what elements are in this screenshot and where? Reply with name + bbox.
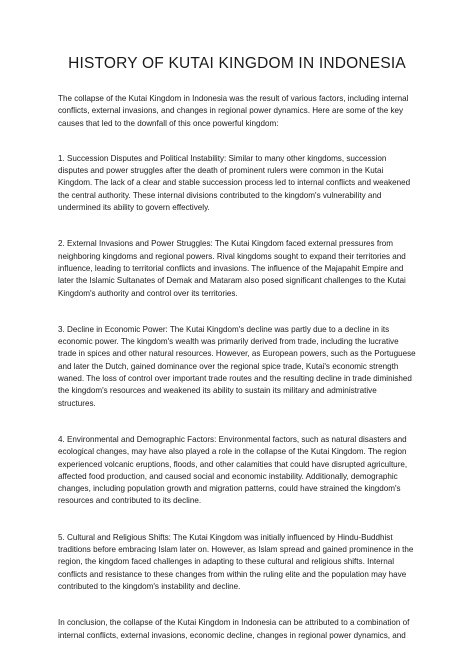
point-cultural-shifts: 5. Cultural and Religious Shifts: The Kutai Kingdom was initially influenced by Hindu-Buddhist traditions before embracing Islam later on. However, as Islam spread and gained prominence in the region, the kingdom faced challenges in adapting to these cultural and religious shifts. Internal conflicts and resistance to these changes from within the ruling elite and the population may have contributed to the kingdom's instability and decline. <box>58 532 414 591</box>
point-environmental-factors: 4. Environmental and Demographic Factors: Environmental factors, such as natural disasters and ecological changes, may have also played a role in the collapse of the Kutai Kingdom. The region experienced volcanic eruptions, floods, and other calamities that could have disrupted agriculture, affected food production, and caused social and economic instability. Additionally, demographic changes, including population growth and migration patterns, could have strained the kingdom's resources and contributed to its decline. <box>58 434 408 506</box>
conclusion-paragraph: In conclusion, the collapse of the Kutai Kingdom in Indonesia can be attributed to a combination of internal conflicts, external invasions, economic decline, changes in regional power dynamics, and <box>58 618 410 640</box>
intro-paragraph: The collapse of the Kutai Kingdom in Indonesia was the result of various factors, including internal conflicts, external invasions, and changes in regional power dynamics. Here are some of the key causes that led to the downfall of this once powerful kingdom: <box>58 94 409 128</box>
point-succession-disputes: 1. Succession Disputes and Political Instability: Similar to many other kingdoms, succession disputes and power struggles after the death of prominent rulers were common in the Kutai Kingdom. The lack of a clear and stable succession process led to internal conflicts and weakened the central authority. These internal divisions contributed to the kingdom's vulnerability and undermined its ability to govern effectively. <box>58 153 411 213</box>
point-external-invasions: 2. External Invasions and Power Struggles: The Kutai Kingdom faced external pressures from neighboring kingdoms and regional powers. Rival kingdoms sought to expand their territories and influence, leading to territorial conflicts and invasions. The influence of the Majapahit Empire and later the Islamic Sultanates of Demak and Mataram also posed significant challenges to the Kutai Kingdom's authority and control over its territories. <box>58 239 406 298</box>
page-title: HISTORY OF KUTAI KINGDOM IN INDONESIA <box>68 55 406 72</box>
point-economic-decline: 3. Decline in Economic Power: The Kutai Kingdom's decline was partly due to a decline in its economic power. The kingdom's wealth was primarily derived from trade, including the lucrative trade in spices and other natural resources. However, as European powers, such as the Portuguese and later the Dutch, gained dominance over the regional spice trade, Kutai's economic strength waned. The loss of control over important trade routes and the resulting decline in trade diminished the kingdom's resources and weakened its ability to sustain its military and administrative structures. <box>58 324 416 408</box>
